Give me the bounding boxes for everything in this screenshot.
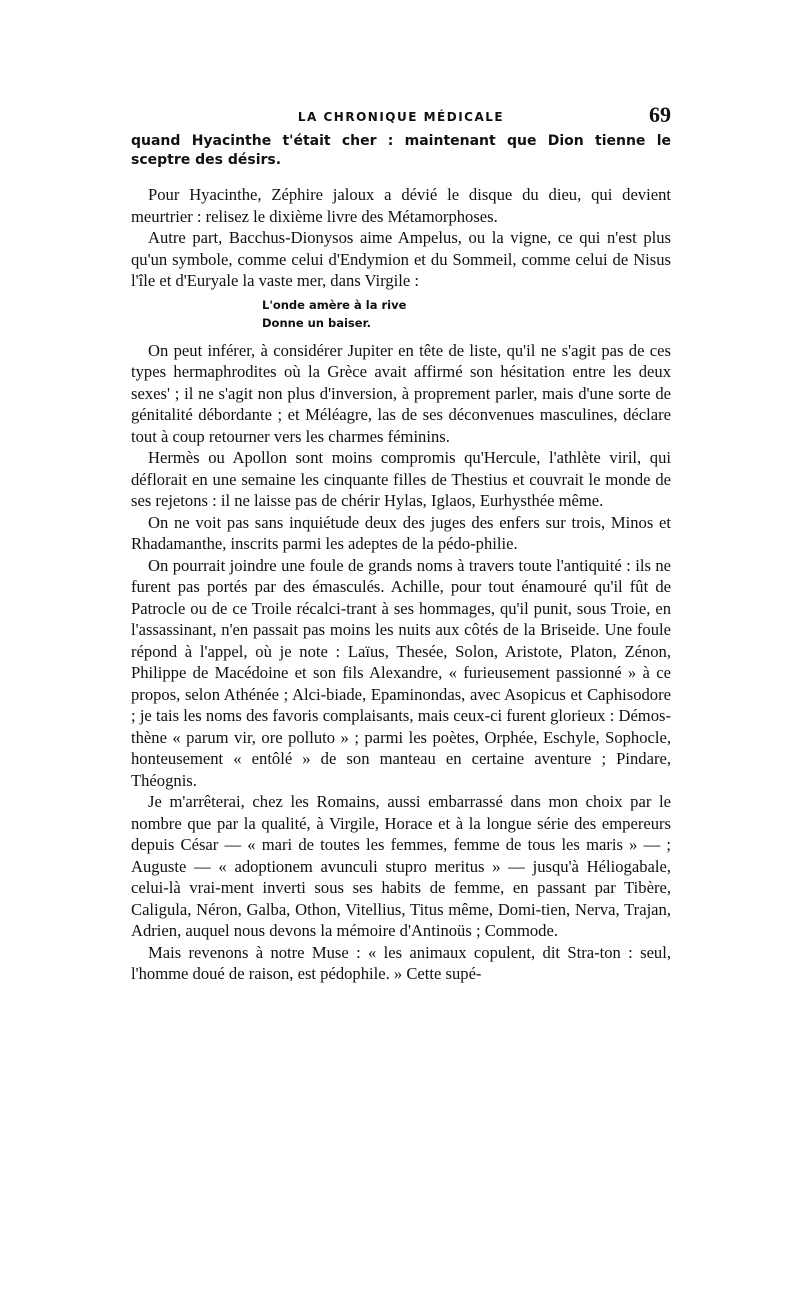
verse-quote	[262, 296, 671, 332]
paragraph-7: Je m'arrêterai, chez les Romains, aussi embarrassé dans mon choix par le nombre que par la qualité, à Virgile, Horace et à la longue série des empereurs depuis César — « mari de toutes les femmes, femme de tous les maris » — ; Auguste — « adoptionem avunculi stupro meritus » — jusqu'à Héliogabale, celui-là vrai-ment inverti sous ses habits de femme, en passant par Tibère, Caligula, Néron, Galba, Othon, Vitellius, Titus même, Domi-tien, Nerva, Trajan, Adrien, auquel nous devons la mémoire d'Antinoüs ; Commode.	[131, 792, 671, 940]
paragraph-6: On pourrait joindre une foule de grands noms à travers toute l'antiquité : ils ne furent pas portés par des émasculés. Achille, pour tout énamouré qu'il fût de Patrocle ou de ce Troile récalci-trant à ses hommages, qu'il punit, sous Troie, en l'assassinant, n'en passait pas moins les nuits aux côtés de la Briseide. Une foule répond à l'appel, où je note : Laïus, Thesée, Solon, Aristote, Platon, Zénon, Philippe de Macédoine et son fils Alexandre, « furieusement passionné » à ce propos, selon Athénée ; Alci-biade, Epaminondas, avec Asopicus et Caphisodore ; je tais les noms des favoris complaisants, mais ceux-ci furent glorieux : Démos-thène « parum vir, ore polluto » ; parmi les poètes, Orphée, Eschyle, Sophocle, honteusement « entôlé » de son manteau en certaine aventure ; Pindare, Théognis.	[131, 555, 671, 790]
verse-line-1: L'onde amère à la rive	[262, 297, 407, 312]
body-text	[131, 184, 671, 985]
paragraph-5: On ne voit pas sans inquiétude deux des juges des enfers sur trois, Minos et Rhadamanthe, inscrits parmi les adeptes de la pédo-philie.	[131, 512, 671, 553]
running-header	[131, 100, 671, 130]
lead-paragraph: quand Hyacinthe t'était cher : maintenant que Dion tienne le sceptre des désirs.	[131, 133, 671, 168]
page-number: 69	[649, 102, 671, 127]
running-title: LA CHRONIQUE MÉDICALE	[297, 110, 505, 124]
paragraph-2: Autre part, Bacchus-Dionysos aime Ampelus, ou la vigne, ce qui n'est plus qu'un symbole, comme celui d'Endymion et du Sommeil, comme celui de Nisus l'île et d'Euryale la vaste mer, dans Virgile :	[131, 228, 671, 290]
verse-line-2: Donne un baiser.	[262, 315, 371, 330]
paragraph-8: Mais revenons à notre Muse : « les animaux copulent, dit Stra-ton : seul, l'homme doué de raison, est pédophile. » Cette supé-	[131, 942, 671, 983]
paragraph-1: Pour Hyacinthe, Zéphire jaloux a dévié le disque du dieu, qui devient meurtrier : relisez le dixième livre des Métamorphoses.	[131, 185, 671, 226]
paragraph-4: Hermès ou Apollon sont moins compromis qu'Hercule, l'athlète viril, qui déflorait en une semaine les cinquante filles de Thestius et couvrait le monde de ses rejetons : il ne laisse pas de chérir Hylas, Iglaos, Eurhysthée même.	[131, 448, 671, 510]
paragraph-3: On peut inférer, à considérer Jupiter en tête de liste, qu'il ne s'agit pas de ces types hermaphrodites où la Grèce avait affirmé son hésitation entre les deux sexes' ; il ne s'agit non plus d'inversion, à proprement parler, mais d'une sorte de génitalité débordante ; et Méléagre, las de ses déconvenues masculines, déclare tout à coup retourner vers les charmes féminins.	[131, 340, 671, 446]
book-page	[131, 100, 671, 985]
